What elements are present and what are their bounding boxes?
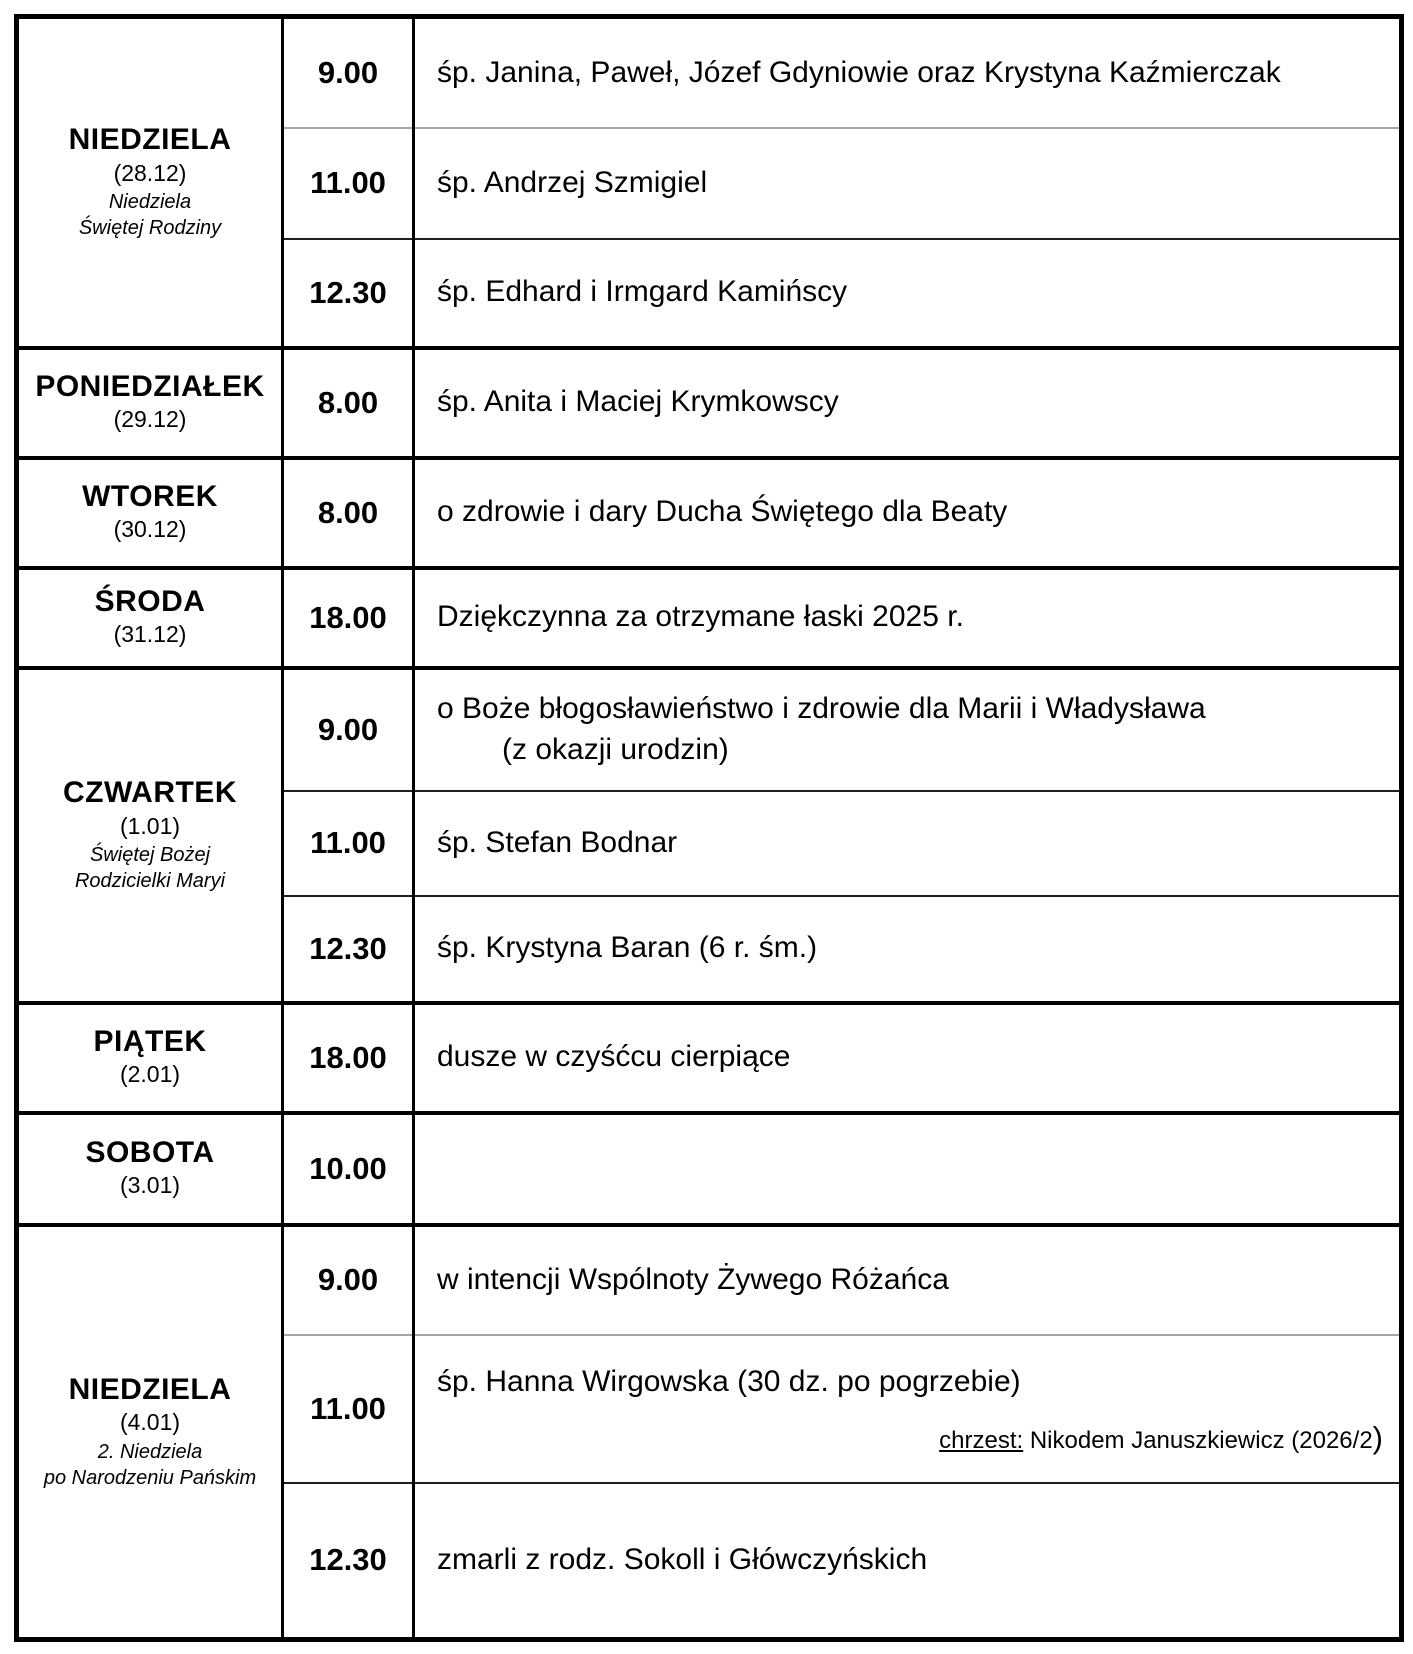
- table-row: [17, 1225, 1402, 1335]
- mass-time: 8.00: [283, 458, 414, 568]
- baptism-note: [437, 1421, 1385, 1455]
- mass-intention: w intencji Wspólnoty Żywego Różańca: [414, 1225, 1402, 1335]
- mass-time: 10.00: [283, 1113, 414, 1225]
- day-date: (30.12): [113, 516, 187, 543]
- mass-intention: śp. Anita i Maciej Krymkowscy: [414, 348, 1402, 458]
- day-cell-czwartek: [17, 668, 283, 1003]
- table-row: [17, 668, 1402, 791]
- mass-time: 12.30: [283, 896, 414, 1003]
- mass-intention-line: (z okazji urodzin): [502, 732, 729, 766]
- mass-time: 11.00: [283, 791, 414, 896]
- day-name: PONIEDZIAŁEK: [35, 369, 265, 403]
- mass-intention: śp. Andrzej Szmigiel: [414, 128, 1402, 239]
- table-row: [17, 1113, 1402, 1225]
- day-name: PIĄTEK: [93, 1024, 207, 1058]
- mass-time: 12.30: [283, 239, 414, 348]
- mass-intentions-table: [14, 14, 1404, 1642]
- mass-time: 9.00: [283, 668, 414, 791]
- day-cell-poniedzialek: [17, 348, 283, 458]
- mass-intention: [414, 1335, 1402, 1483]
- mass-time: 9.00: [283, 1225, 414, 1335]
- mass-intention: śp. Edhard i Irmgard Kamińscy: [414, 239, 1402, 348]
- day-date: (3.01): [119, 1172, 181, 1199]
- baptism-label: chrzest:: [939, 1426, 1024, 1454]
- day-subtitle-line: po Narodzeniu Pańskim: [43, 1466, 257, 1489]
- baptism-paren: ): [1372, 1419, 1383, 1455]
- day-cell-niedziela-4: [17, 1225, 283, 1640]
- day-date: (1.01): [119, 812, 181, 839]
- table-row: [17, 568, 1402, 668]
- mass-intention: Dziękczynna za otrzymane łaski 2025 r.: [414, 568, 1402, 668]
- day-subtitle-line: Świętej Bożej: [89, 843, 211, 866]
- day-date: (29.12): [113, 406, 187, 433]
- table-row: [17, 17, 1402, 128]
- mass-time: 11.00: [283, 128, 414, 239]
- mass-intention-line: śp. Hanna Wirgowska (30 dz. po pogrzebie): [437, 1365, 1021, 1399]
- mass-intention: zmarli z rodz. Sokoll i Główczyńskich: [414, 1483, 1402, 1640]
- mass-time: 12.30: [283, 1483, 414, 1640]
- day-subtitle-line: Rodzicielki Maryi: [74, 869, 226, 892]
- mass-time: 18.00: [283, 568, 414, 668]
- day-name: NIEDZIELA: [68, 123, 232, 157]
- table-row: [17, 348, 1402, 458]
- day-name: WTOREK: [82, 479, 218, 513]
- baptism-text: Nikodem Januszkiewicz (2026/2: [1023, 1426, 1373, 1454]
- day-cell-sobota: [17, 1113, 283, 1225]
- day-date: (31.12): [113, 621, 187, 648]
- mass-time: 8.00: [283, 348, 414, 458]
- mass-intention: o zdrowie i dary Ducha Świętego dla Beaty: [414, 458, 1402, 568]
- day-subtitle-line: 2. Niedziela: [97, 1440, 203, 1463]
- table-row: [17, 1003, 1402, 1113]
- day-name: ŚRODA: [94, 584, 206, 618]
- mass-intention: śp. Janina, Paweł, Józef Gdyniowie oraz Krystyna Kaźmierczak: [414, 17, 1402, 128]
- day-subtitle-line: Niedziela: [108, 191, 192, 214]
- mass-intention: [414, 1113, 1402, 1225]
- mass-intention: [414, 668, 1402, 791]
- day-name: SOBOTA: [85, 1135, 215, 1169]
- day-cell-niedziela-28: [17, 17, 283, 348]
- mass-time: 11.00: [283, 1335, 414, 1483]
- day-date: (4.01): [119, 1409, 181, 1436]
- mass-time: 9.00: [283, 17, 414, 128]
- mass-intention-line: o Boże błogosławieństwo i zdrowie dla Marii i Władysława: [437, 692, 1206, 725]
- mass-intention: śp. Krystyna Baran (6 r. śm.): [414, 896, 1402, 1003]
- day-date: (2.01): [119, 1061, 181, 1088]
- day-cell-piatek: [17, 1003, 283, 1113]
- table-row: [17, 458, 1402, 568]
- day-date: (28.12): [113, 159, 187, 186]
- day-name: NIEDZIELA: [68, 1372, 232, 1406]
- day-cell-sroda: [17, 568, 283, 668]
- day-name: CZWARTEK: [63, 776, 237, 810]
- mass-time: 18.00: [283, 1003, 414, 1113]
- mass-intention: dusze w czyśćcu cierpiące: [414, 1003, 1402, 1113]
- day-subtitle-line: Świętej Rodziny: [78, 217, 222, 240]
- mass-intention: śp. Stefan Bodnar: [414, 791, 1402, 896]
- day-cell-wtorek: [17, 458, 283, 568]
